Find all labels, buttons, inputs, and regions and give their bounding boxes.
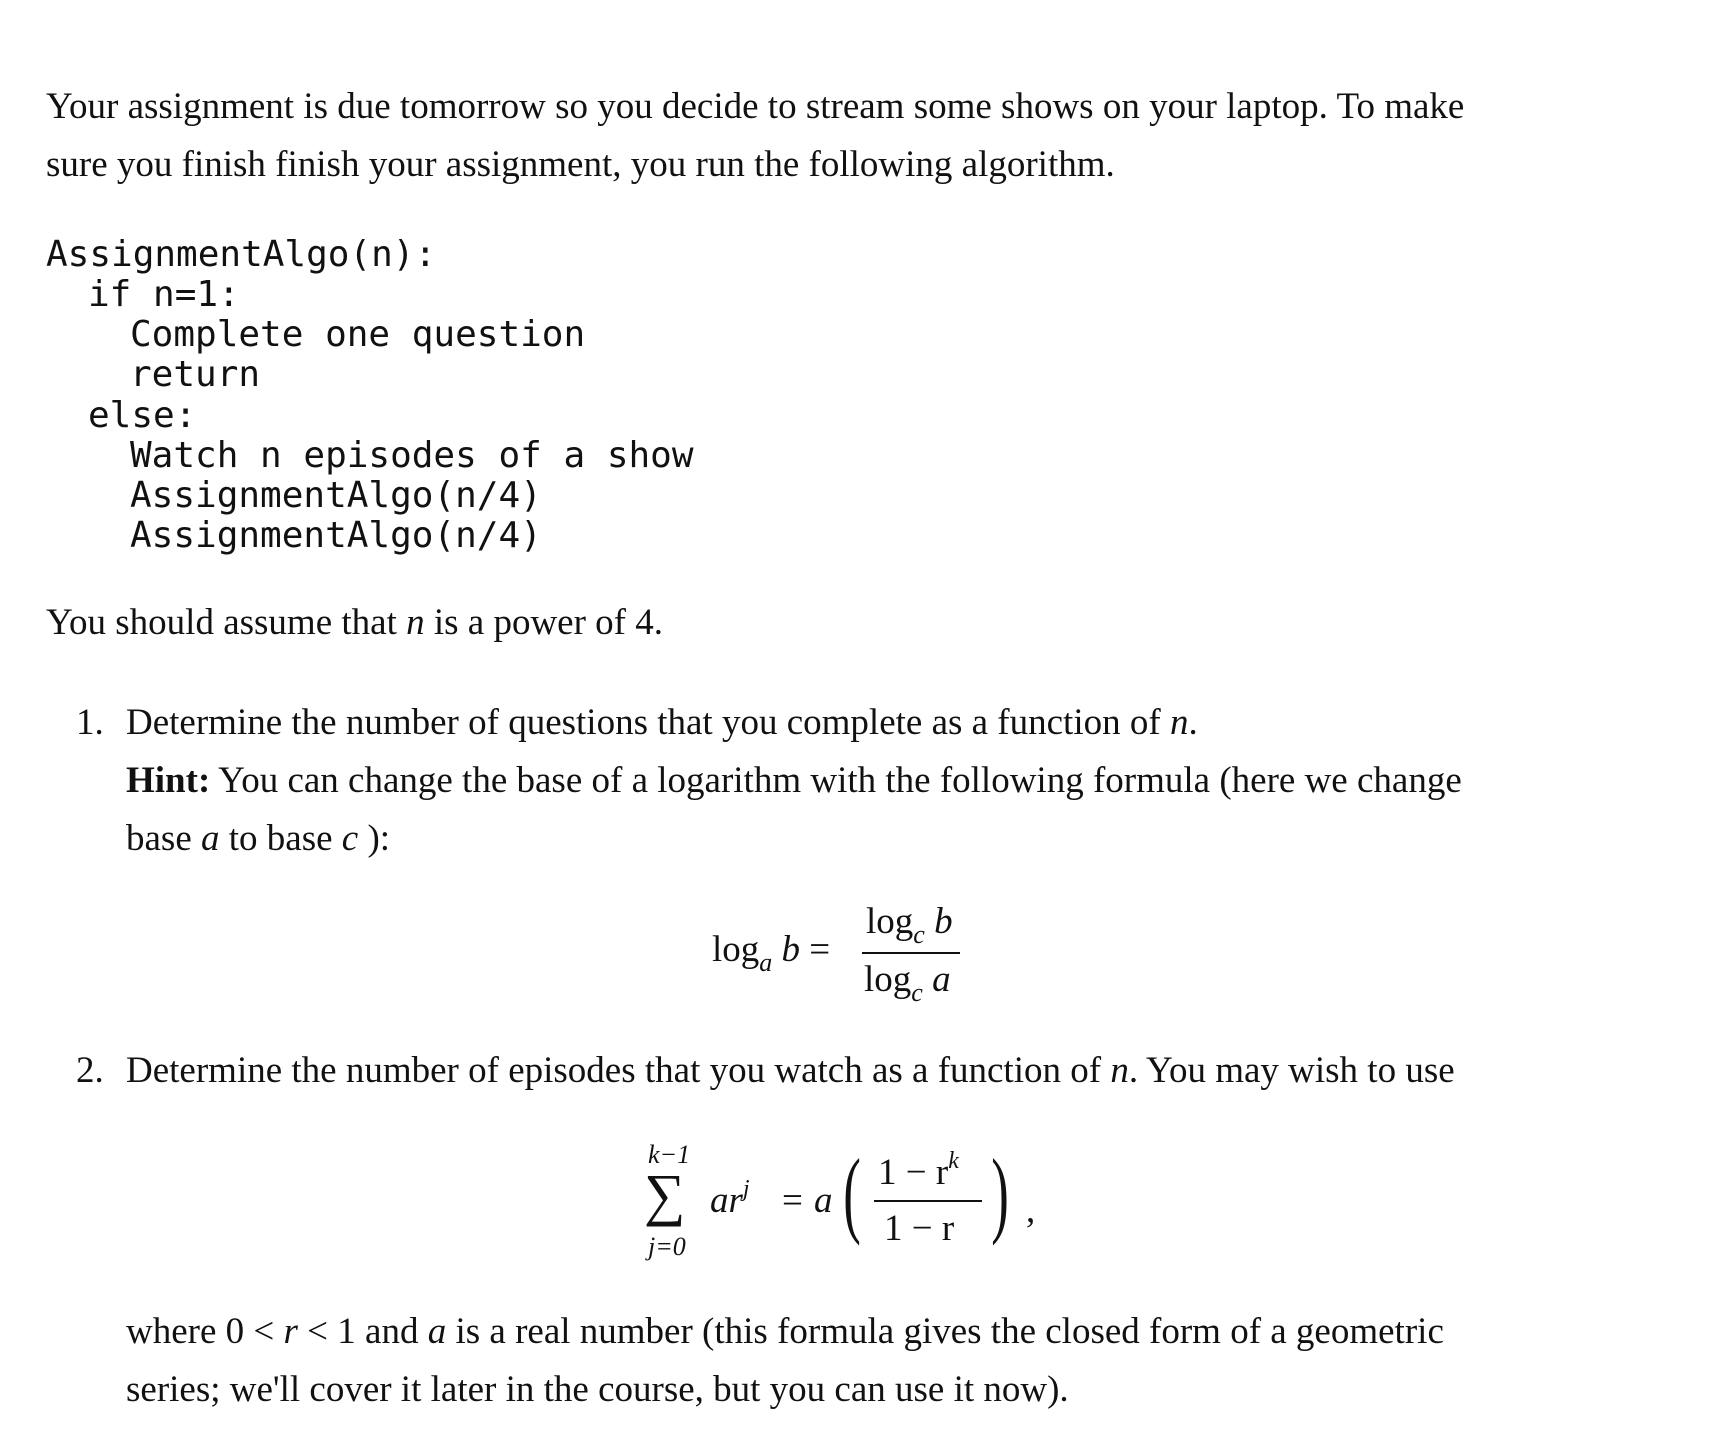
log-text: log <box>712 929 760 970</box>
code-line: AssignmentAlgo(n/4) <box>130 475 542 516</box>
term-ar: ar <box>710 1180 743 1221</box>
exponent-k: k <box>948 1148 959 1174</box>
log-text: log <box>864 959 912 1000</box>
fraction-bar <box>874 1200 982 1202</box>
hint-text: You can change the base of a logarithm with the following formula (here we change <box>218 760 1462 801</box>
q1-main: Determine the number of questions that you complete as a function of <box>126 702 1161 743</box>
log-base-a: a <box>759 948 773 977</box>
hint-to-base-text: to base <box>228 818 333 859</box>
var-a: a <box>814 1180 833 1221</box>
code-line: AssignmentAlgo(n/4) <box>130 515 542 556</box>
intro-line-2: sure you finish finish your assignment, you run the following algorithm. <box>46 144 1115 185</box>
var-a: a <box>427 1311 447 1352</box>
where-text-b: < 1 and <box>307 1311 419 1352</box>
sum-lower-limit: j=0 <box>648 1232 686 1261</box>
formula1-numerator <box>866 901 953 949</box>
where-line-1 <box>126 1313 1444 1350</box>
fraction-bar <box>862 952 960 954</box>
code-line: Watch n episodes of a show <box>130 435 694 476</box>
right-paren: ) <box>991 1139 1009 1246</box>
exponent-j: j <box>742 1176 750 1202</box>
var-c: c <box>341 818 359 859</box>
formula1-lhs <box>712 929 831 977</box>
q1-end: . <box>1188 702 1198 743</box>
code-line: Complete one question <box>130 314 586 355</box>
hint-label: Hint: <box>126 760 211 801</box>
sum-term <box>710 1176 750 1221</box>
var-r: r <box>283 1311 298 1352</box>
equals-sign: = <box>809 929 831 970</box>
log-base-c: c <box>911 978 923 1007</box>
q1-number: 1. <box>76 702 104 743</box>
sigma-symbol: ∑ <box>644 1162 686 1227</box>
code-line: return <box>130 354 261 395</box>
formula2-equals: = <box>782 1180 803 1221</box>
assumption-text <box>46 604 663 641</box>
q1-text <box>126 704 1198 741</box>
where-line-2: series; we'll cover it later in the course, but you can use it now). <box>126 1369 1069 1410</box>
q1-hint <box>126 762 1462 799</box>
formula2-comma: , <box>1026 1190 1036 1231</box>
assumption-before: You should assume that <box>46 602 397 643</box>
var-b: b <box>934 901 953 942</box>
var-a: a <box>201 818 220 859</box>
code-line: else: <box>88 395 197 436</box>
log-text: log <box>866 901 914 942</box>
formula1-denominator <box>864 959 951 1007</box>
var-a: a <box>932 959 951 1000</box>
var-n: n <box>1169 702 1189 743</box>
formula2-denominator: 1 − r <box>884 1208 955 1249</box>
formula2-numerator <box>878 1148 959 1193</box>
assumption-after: is a power of 4. <box>433 602 663 643</box>
var-n: n <box>1110 1050 1129 1091</box>
q2-number: 2. <box>76 1050 104 1091</box>
code-line: if n=1: <box>88 274 240 315</box>
var-b: b <box>781 929 801 970</box>
q2-end: . You may wish to use <box>1128 1050 1455 1091</box>
var-n: n <box>406 602 425 643</box>
code-line: AssignmentAlgo(n): <box>46 234 437 275</box>
hint-base-text: base <box>126 818 192 859</box>
left-paren: ( <box>843 1139 861 1246</box>
log-base-c: c <box>913 920 925 949</box>
where-text-c: is a real number (this formula gives the closed form of a geometric <box>455 1311 1444 1352</box>
intro-line-1: Your assignment is due tomorrow so you decide to stream some shows on your laptop. To make <box>46 86 1465 127</box>
q2-text <box>126 1052 1455 1089</box>
where-text-a: where 0 < <box>126 1311 275 1352</box>
formula2-a <box>814 1182 833 1219</box>
q1-hint-line2 <box>126 820 390 857</box>
sum-upper-limit: k−1 <box>648 1140 691 1169</box>
q2-main: Determine the number of episodes that you watch as a function of <box>126 1050 1102 1091</box>
hint-close: ): <box>367 818 391 859</box>
num-expr: 1 − r <box>878 1152 949 1193</box>
